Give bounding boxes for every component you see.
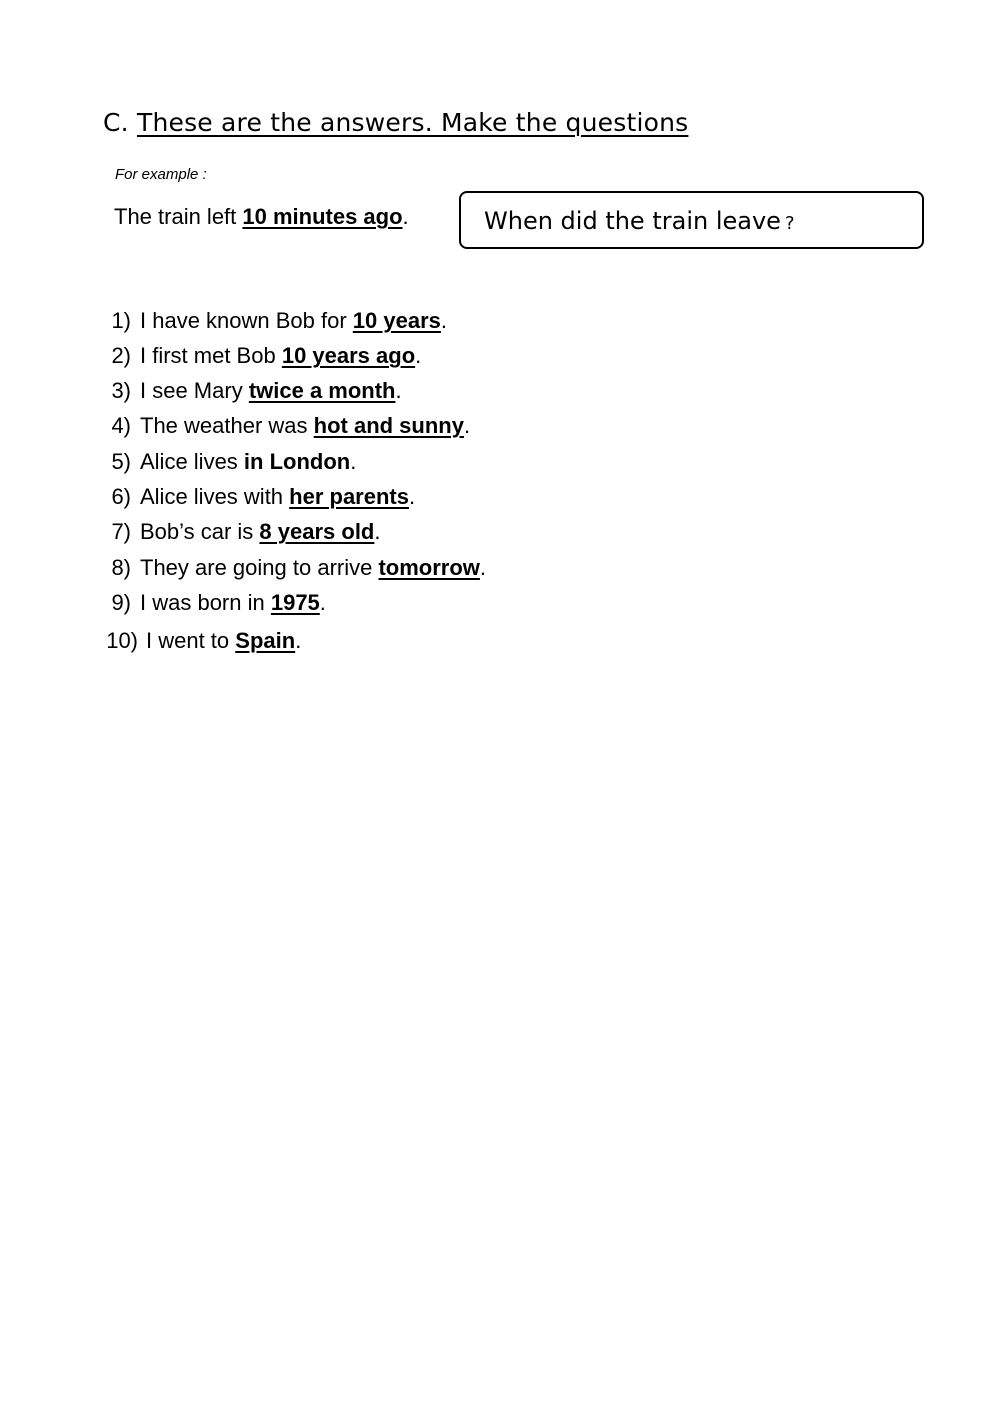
item-text: Bob’s car is	[140, 519, 260, 544]
item-highlight: hot and sunny	[313, 413, 464, 438]
item-end: .	[463, 413, 471, 438]
item-text: I first met Bob	[140, 343, 282, 368]
item-number: 3)	[111, 378, 131, 403]
item-end: .	[440, 308, 448, 333]
item-text: I have known Bob for	[140, 308, 353, 333]
item-highlight: tomorrow	[378, 555, 480, 580]
item-number: 9)	[111, 590, 131, 615]
item-number: 7)	[111, 519, 131, 544]
list-item	[0, 590, 326, 620]
item-highlight: Spain	[235, 628, 296, 653]
list-item	[0, 628, 301, 658]
item-end: .	[408, 484, 416, 509]
list-item	[0, 519, 381, 549]
example-answer-box	[459, 191, 924, 249]
item-highlight: in London	[243, 449, 351, 474]
list-item	[0, 343, 421, 373]
item-end: .	[350, 449, 357, 474]
item-text: Alice lives with	[140, 484, 290, 509]
example-sentence	[114, 204, 409, 230]
item-number: 1)	[111, 308, 131, 333]
item-text: I went to	[146, 628, 236, 653]
exercise-title: These are the answers. Make the questions	[136, 108, 689, 137]
item-end: .	[479, 555, 487, 580]
item-end: .	[374, 519, 381, 544]
item-end: .	[415, 343, 422, 368]
list-item	[0, 555, 486, 585]
list-item	[0, 484, 415, 514]
item-end: .	[295, 628, 302, 653]
item-highlight: twice a month	[248, 378, 396, 403]
item-text: The weather was	[140, 413, 314, 438]
item-number: 2)	[111, 343, 131, 368]
item-number: 10)	[106, 628, 138, 653]
item-highlight: 10 years ago	[281, 343, 416, 368]
item-number: 5)	[111, 449, 131, 474]
example-answer	[484, 207, 795, 235]
example-label: For example :	[115, 166, 207, 183]
item-highlight: 8 years old	[259, 519, 375, 544]
item-number: 6)	[111, 484, 131, 509]
example-answer-text: When did the train leave	[484, 207, 781, 235]
exercise-heading	[103, 108, 688, 137]
item-highlight: her parents	[289, 484, 409, 509]
exercise-letter: C.	[103, 108, 129, 137]
list-item	[0, 378, 402, 408]
item-text: They are going to arrive	[140, 555, 379, 580]
item-text: I was born in	[140, 590, 271, 615]
item-highlight: 10 years	[352, 308, 441, 333]
list-item	[0, 449, 356, 479]
item-text: Alice lives	[140, 449, 244, 474]
item-highlight: 1975	[270, 590, 320, 615]
item-number: 4)	[111, 413, 131, 438]
item-end: .	[395, 378, 402, 403]
example-answer-qmark: ?	[784, 213, 795, 234]
list-item	[0, 413, 470, 443]
item-number: 8)	[111, 555, 131, 580]
item-text: I see Mary	[140, 378, 249, 403]
example-sentence-highlight: 10 minutes ago	[242, 204, 403, 229]
list-item	[0, 308, 447, 338]
example-sentence-end: .	[402, 204, 409, 229]
example-sentence-start: The train left	[114, 204, 243, 229]
item-end: .	[319, 590, 326, 615]
